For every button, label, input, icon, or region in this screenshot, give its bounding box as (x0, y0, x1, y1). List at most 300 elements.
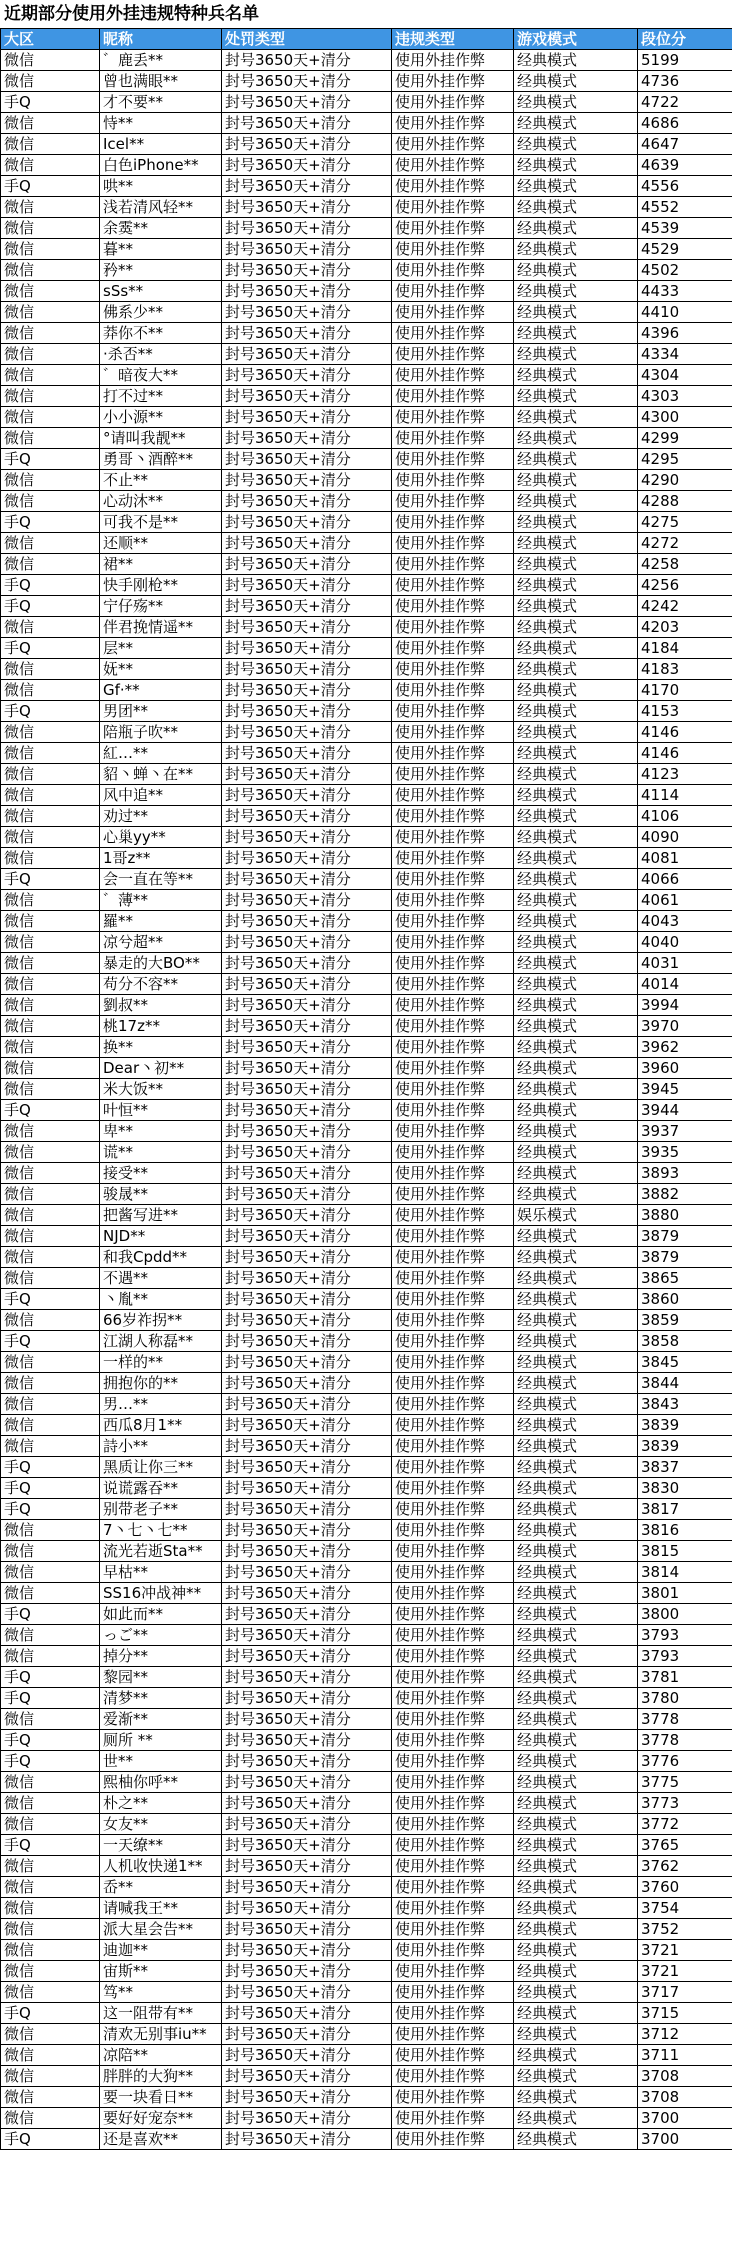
table-row (1, 1289, 732, 1310)
penalty-type-cell: 封号3650天+清分 (222, 1961, 392, 1982)
rank-score-cell: 4242 (638, 596, 732, 617)
table-row (1, 848, 732, 869)
penalty-type-cell: 封号3650天+清分 (222, 1940, 392, 1961)
game-mode-cell: 经典模式 (514, 869, 638, 890)
game-mode-cell: 经典模式 (514, 1310, 638, 1331)
nickname-cell: っご** (100, 1625, 222, 1646)
violation-type-cell: 使用外挂作弊 (392, 1940, 514, 1961)
region-cell: 微信 (1, 1856, 100, 1877)
region-cell: 手Q (1, 92, 100, 113)
penalty-type-cell: 封号3650天+清分 (222, 1310, 392, 1331)
nickname-cell: ·杀否** (100, 344, 222, 365)
game-mode-cell: 经典模式 (514, 1184, 638, 1205)
penalty-type-cell: 封号3650天+清分 (222, 1667, 392, 1688)
table-row (1, 491, 732, 512)
violation-type-cell: 使用外挂作弊 (392, 848, 514, 869)
rank-score-cell: 3830 (638, 1478, 732, 1499)
nickname-cell: 紅…** (100, 743, 222, 764)
nickname-cell: 要好好宠奈** (100, 2108, 222, 2129)
table-row (1, 2024, 732, 2045)
region-cell: 微信 (1, 743, 100, 764)
violation-type-cell: 使用外挂作弊 (392, 1982, 514, 2003)
rank-score-cell: 3994 (638, 995, 732, 1016)
region-cell: 微信 (1, 2024, 100, 2045)
rank-score-cell: 4031 (638, 953, 732, 974)
region-cell: 微信 (1, 974, 100, 995)
rank-score-cell: 3816 (638, 1520, 732, 1541)
rank-score-cell: 4066 (638, 869, 732, 890)
region-cell: 微信 (1, 1373, 100, 1394)
nickname-cell: 詩小** (100, 1436, 222, 1457)
nickname-cell: 莽你不** (100, 323, 222, 344)
rank-score-cell: 4529 (638, 239, 732, 260)
table-row (1, 932, 732, 953)
violation-type-cell: 使用外挂作弊 (392, 134, 514, 155)
violation-type-cell: 使用外挂作弊 (392, 71, 514, 92)
game-mode-cell: 经典模式 (514, 155, 638, 176)
nickname-cell: 勇哥丶酒醉** (100, 449, 222, 470)
game-mode-cell: 经典模式 (514, 1583, 638, 1604)
game-mode-cell: 经典模式 (514, 1877, 638, 1898)
game-mode-cell: 经典模式 (514, 1037, 638, 1058)
nickname-cell: 快手刚枪** (100, 575, 222, 596)
nickname-cell: 说谎露吞** (100, 1478, 222, 1499)
nickname-cell: Dear丶初** (100, 1058, 222, 1079)
game-mode-cell: 经典模式 (514, 134, 638, 155)
region-cell: 微信 (1, 386, 100, 407)
rank-score-cell: 4552 (638, 197, 732, 218)
region-cell: 微信 (1, 1163, 100, 1184)
game-mode-cell: 经典模式 (514, 1289, 638, 1310)
nickname-cell: 掉分** (100, 1646, 222, 1667)
violation-type-cell: 使用外挂作弊 (392, 1331, 514, 1352)
game-mode-cell: 经典模式 (514, 1247, 638, 1268)
region-cell: 手Q (1, 1289, 100, 1310)
nickname-cell: 白色iPhone** (100, 155, 222, 176)
penalty-type-cell: 封号3650天+清分 (222, 1079, 392, 1100)
penalty-type-cell: 封号3650天+清分 (222, 1688, 392, 1709)
region-cell: 微信 (1, 1541, 100, 1562)
violation-type-cell: 使用外挂作弊 (392, 1520, 514, 1541)
region-cell: 微信 (1, 848, 100, 869)
penalty-type-cell: 封号3650天+清分 (222, 701, 392, 722)
rank-score-cell: 3715 (638, 2003, 732, 2024)
rank-score-cell: 4090 (638, 827, 732, 848)
region-cell: 微信 (1, 1520, 100, 1541)
nickname-cell: 请喊我王** (100, 1898, 222, 1919)
nickname-cell: 心动沐** (100, 491, 222, 512)
penalty-type-cell: 封号3650天+清分 (222, 2045, 392, 2066)
game-mode-cell: 经典模式 (514, 1478, 638, 1499)
rank-score-cell: 3815 (638, 1541, 732, 1562)
table-row (1, 1982, 732, 2003)
violation-type-cell: 使用外挂作弊 (392, 1100, 514, 1121)
penalty-type-cell: 封号3650天+清分 (222, 2024, 392, 2045)
violation-type-cell: 使用外挂作弊 (392, 1793, 514, 1814)
penalty-type-cell: 封号3650天+清分 (222, 1562, 392, 1583)
region-cell: 微信 (1, 617, 100, 638)
penalty-type-cell: 封号3650天+清分 (222, 1415, 392, 1436)
violation-type-cell: 使用外挂作弊 (392, 806, 514, 827)
game-mode-cell: 经典模式 (514, 1646, 638, 1667)
penalty-type-cell: 封号3650天+清分 (222, 1604, 392, 1625)
region-cell: 微信 (1, 1709, 100, 1730)
violation-type-cell: 使用外挂作弊 (392, 113, 514, 134)
region-cell: 微信 (1, 1562, 100, 1583)
table-row (1, 281, 732, 302)
nickname-cell: 女友** (100, 1814, 222, 1835)
table-row (1, 470, 732, 491)
nickname-cell: 暮** (100, 239, 222, 260)
penalty-type-cell: 封号3650天+清分 (222, 239, 392, 260)
game-mode-cell: 经典模式 (514, 113, 638, 134)
violation-type-cell: 使用外挂作弊 (392, 281, 514, 302)
game-mode-cell: 经典模式 (514, 617, 638, 638)
nickname-cell: 才不要** (100, 92, 222, 113)
penalty-type-cell: 封号3650天+清分 (222, 1205, 392, 1226)
game-mode-cell: 经典模式 (514, 407, 638, 428)
nickname-cell: 伴君挽情遥** (100, 617, 222, 638)
violation-type-cell: 使用外挂作弊 (392, 827, 514, 848)
penalty-type-cell: 封号3650天+清分 (222, 344, 392, 365)
violation-type-cell: 使用外挂作弊 (392, 1247, 514, 1268)
nickname-cell: 妩** (100, 659, 222, 680)
rank-score-cell: 3880 (638, 1205, 732, 1226)
penalty-type-cell: 封号3650天+清分 (222, 176, 392, 197)
penalty-type-cell: 封号3650天+清分 (222, 1289, 392, 1310)
penalty-type-cell: 封号3650天+清分 (222, 92, 392, 113)
table-row (1, 533, 732, 554)
region-cell: 微信 (1, 260, 100, 281)
game-mode-cell: 经典模式 (514, 2129, 638, 2150)
penalty-type-cell: 封号3650天+清分 (222, 995, 392, 1016)
penalty-type-cell: 封号3650天+清分 (222, 155, 392, 176)
region-cell: 微信 (1, 1919, 100, 1940)
penalty-type-cell: 封号3650天+清分 (222, 1772, 392, 1793)
rank-score-cell: 4272 (638, 533, 732, 554)
violation-type-cell: 使用外挂作弊 (392, 722, 514, 743)
game-mode-cell: 经典模式 (514, 764, 638, 785)
game-mode-cell: 经典模式 (514, 1079, 638, 1100)
game-mode-cell: 经典模式 (514, 1016, 638, 1037)
table-row (1, 2129, 732, 2150)
violation-type-cell: 使用外挂作弊 (392, 155, 514, 176)
rank-score-cell: 3893 (638, 1163, 732, 1184)
game-mode-cell: 经典模式 (514, 1898, 638, 1919)
game-mode-cell: 经典模式 (514, 1625, 638, 1646)
game-mode-cell: 经典模式 (514, 428, 638, 449)
region-cell: 手Q (1, 575, 100, 596)
table-row (1, 806, 732, 827)
game-mode-cell: 经典模式 (514, 1415, 638, 1436)
region-cell: 微信 (1, 1394, 100, 1415)
violation-type-cell: 使用外挂作弊 (392, 1079, 514, 1100)
region-cell: 微信 (1, 2066, 100, 2087)
table-row (1, 1016, 732, 1037)
region-cell: 微信 (1, 785, 100, 806)
region-cell: 手Q (1, 638, 100, 659)
game-mode-cell: 经典模式 (514, 71, 638, 92)
penalty-type-cell: 封号3650天+清分 (222, 1436, 392, 1457)
rank-score-cell: 3800 (638, 1604, 732, 1625)
nickname-cell: 卑** (100, 1121, 222, 1142)
game-mode-cell: 经典模式 (514, 1331, 638, 1352)
nickname-cell: 清欢无别事iu** (100, 2024, 222, 2045)
violation-type-cell: 使用外挂作弊 (392, 1121, 514, 1142)
table-row (1, 1667, 732, 1688)
nickname-cell: 这一阻带有** (100, 2003, 222, 2024)
table-row (1, 1226, 732, 1247)
rank-score-cell: 3935 (638, 1142, 732, 1163)
violation-type-cell: 使用外挂作弊 (392, 890, 514, 911)
nickname-cell: 66岁祚拐** (100, 1310, 222, 1331)
game-mode-cell: 经典模式 (514, 890, 638, 911)
region-cell: 微信 (1, 953, 100, 974)
rank-score-cell: 3772 (638, 1814, 732, 1835)
rank-score-cell: 4299 (638, 428, 732, 449)
penalty-type-cell: 封号3650天+清分 (222, 1793, 392, 1814)
nickname-cell: 笃** (100, 1982, 222, 2003)
violation-type-cell: 使用外挂作弊 (392, 1646, 514, 1667)
game-mode-cell: 经典模式 (514, 302, 638, 323)
penalty-type-cell: 封号3650天+清分 (222, 1520, 392, 1541)
violation-type-cell: 使用外挂作弊 (392, 1394, 514, 1415)
penalty-type-cell: 封号3650天+清分 (222, 827, 392, 848)
game-mode-cell: 经典模式 (514, 806, 638, 827)
game-mode-cell: 经典模式 (514, 848, 638, 869)
game-mode-cell: 经典模式 (514, 827, 638, 848)
table-row (1, 2045, 732, 2066)
region-cell: 微信 (1, 302, 100, 323)
rank-score-cell: 3781 (638, 1667, 732, 1688)
penalty-type-cell: 封号3650天+清分 (222, 50, 392, 71)
region-cell: 微信 (1, 932, 100, 953)
penalty-type-cell: 封号3650天+清分 (222, 533, 392, 554)
table-row (1, 2066, 732, 2087)
game-mode-cell: 经典模式 (514, 1226, 638, 1247)
game-mode-cell: 经典模式 (514, 701, 638, 722)
rank-score-cell: 3754 (638, 1898, 732, 1919)
game-mode-cell: 经典模式 (514, 2108, 638, 2129)
nickname-cell: 还是喜欢** (100, 2129, 222, 2150)
penalty-type-cell: 封号3650天+清分 (222, 1982, 392, 2003)
penalty-type-cell: 封号3650天+清分 (222, 134, 392, 155)
table-row (1, 1268, 732, 1289)
rank-score-cell: 4647 (638, 134, 732, 155)
table-row (1, 407, 732, 428)
region-cell: 微信 (1, 890, 100, 911)
violation-type-cell: 使用外挂作弊 (392, 428, 514, 449)
rank-score-cell: 4146 (638, 743, 732, 764)
nickname-cell: 米大饭** (100, 1079, 222, 1100)
penalty-type-cell: 封号3650天+清分 (222, 659, 392, 680)
rank-score-cell: 4288 (638, 491, 732, 512)
region-cell: 手Q (1, 2003, 100, 2024)
penalty-type-cell: 封号3650天+清分 (222, 1709, 392, 1730)
rank-score-cell: 3711 (638, 2045, 732, 2066)
nickname-cell: 曾也满眼** (100, 71, 222, 92)
rank-score-cell: 3858 (638, 1331, 732, 1352)
nickname-cell: SS16冲战神** (100, 1583, 222, 1604)
table-row (1, 302, 732, 323)
game-mode-cell: 经典模式 (514, 911, 638, 932)
table-row (1, 1919, 732, 1940)
nickname-cell: 接受** (100, 1163, 222, 1184)
penalty-type-cell: 封号3650天+清分 (222, 1331, 392, 1352)
penalty-type-cell: 封号3650天+清分 (222, 848, 392, 869)
nickname-cell: 小小源** (100, 407, 222, 428)
nickname-cell: 换** (100, 1037, 222, 1058)
region-cell: 手Q (1, 1688, 100, 1709)
nickname-cell: 不遇** (100, 1268, 222, 1289)
game-mode-cell: 经典模式 (514, 1751, 638, 1772)
violation-type-cell: 使用外挂作弊 (392, 953, 514, 974)
rank-score-cell: 4203 (638, 617, 732, 638)
nickname-cell: 把酱写进** (100, 1205, 222, 1226)
region-cell: 微信 (1, 2045, 100, 2066)
nickname-cell: 矜** (100, 260, 222, 281)
table-row (1, 974, 732, 995)
penalty-type-cell: 封号3650天+清分 (222, 1394, 392, 1415)
table-row (1, 113, 732, 134)
region-cell: 微信 (1, 1058, 100, 1079)
region-cell: 微信 (1, 1814, 100, 1835)
nickname-cell: ゛薄** (100, 890, 222, 911)
violation-type-cell: 使用外挂作弊 (392, 2108, 514, 2129)
violation-type-cell: 使用外挂作弊 (392, 869, 514, 890)
penalty-type-cell: 封号3650天+清分 (222, 365, 392, 386)
violation-type-cell: 使用外挂作弊 (392, 533, 514, 554)
penalty-type-cell: 封号3650天+清分 (222, 890, 392, 911)
nickname-cell: Gf·** (100, 680, 222, 701)
penalty-type-cell: 封号3650天+清分 (222, 638, 392, 659)
penalty-type-cell: 封号3650天+清分 (222, 1100, 392, 1121)
region-cell: 微信 (1, 239, 100, 260)
nickname-cell: 如此而** (100, 1604, 222, 1625)
violation-type-cell: 使用外挂作弊 (392, 197, 514, 218)
rank-score-cell: 3717 (638, 1982, 732, 2003)
rank-score-cell: 3793 (638, 1646, 732, 1667)
rank-score-cell: 4275 (638, 512, 732, 533)
violation-type-cell: 使用外挂作弊 (392, 1604, 514, 1625)
rank-score-cell: 4396 (638, 323, 732, 344)
table-row (1, 1709, 732, 1730)
nickname-cell: 暴走的大BO** (100, 953, 222, 974)
penalty-type-cell: 封号3650天+清分 (222, 2108, 392, 2129)
table-row (1, 1814, 732, 1835)
rank-score-cell: 3721 (638, 1940, 732, 1961)
table-row (1, 428, 732, 449)
table-row (1, 1247, 732, 1268)
game-mode-cell: 经典模式 (514, 1562, 638, 1583)
penalty-type-cell: 封号3650天+清分 (222, 1583, 392, 1604)
rank-score-cell: 3721 (638, 1961, 732, 1982)
penalty-type-cell: 封号3650天+清分 (222, 113, 392, 134)
violation-type-cell: 使用外挂作弊 (392, 1226, 514, 1247)
column-header-rank-score: 段位分 (638, 29, 732, 50)
penalty-type-cell: 封号3650天+清分 (222, 323, 392, 344)
nickname-cell: 桃17z** (100, 1016, 222, 1037)
violation-type-cell: 使用外挂作弊 (392, 1457, 514, 1478)
rank-score-cell: 3801 (638, 1583, 732, 1604)
region-cell: 微信 (1, 659, 100, 680)
rank-score-cell: 3700 (638, 2108, 732, 2129)
table-row (1, 1688, 732, 1709)
region-cell: 手Q (1, 1100, 100, 1121)
table-row (1, 1079, 732, 1100)
nickname-cell: 7丶七丶七** (100, 1520, 222, 1541)
penalty-type-cell: 封号3650天+清分 (222, 1814, 392, 1835)
game-mode-cell: 经典模式 (514, 1142, 638, 1163)
table-row (1, 1352, 732, 1373)
violation-type-cell: 使用外挂作弊 (392, 1814, 514, 1835)
rank-score-cell: 3879 (638, 1226, 732, 1247)
table-row (1, 197, 732, 218)
region-cell: 微信 (1, 1079, 100, 1100)
nickname-cell: 貂丶蝉丶在** (100, 764, 222, 785)
rank-score-cell: 3778 (638, 1709, 732, 1730)
violation-type-cell: 使用外挂作弊 (392, 1289, 514, 1310)
table-row (1, 554, 732, 575)
nickname-cell: 宙斯** (100, 1961, 222, 1982)
table-row (1, 386, 732, 407)
violation-type-cell: 使用外挂作弊 (392, 743, 514, 764)
game-mode-cell: 经典模式 (514, 1961, 638, 1982)
table-row (1, 1898, 732, 1919)
nickname-cell: 风中追** (100, 785, 222, 806)
violation-type-cell: 使用外挂作弊 (392, 638, 514, 659)
region-cell: 微信 (1, 1310, 100, 1331)
rank-score-cell: 4043 (638, 911, 732, 932)
game-mode-cell: 经典模式 (514, 1667, 638, 1688)
table-row (1, 1583, 732, 1604)
nickname-cell: 心巢yy** (100, 827, 222, 848)
violation-type-cell: 使用外挂作弊 (392, 995, 514, 1016)
region-cell: 微信 (1, 1121, 100, 1142)
rank-score-cell: 4304 (638, 365, 732, 386)
table-row (1, 1877, 732, 1898)
penalty-type-cell: 封号3650天+清分 (222, 449, 392, 470)
rank-score-cell: 4170 (638, 680, 732, 701)
penalty-type-cell: 封号3650天+清分 (222, 911, 392, 932)
nickname-cell: 可我不是** (100, 512, 222, 533)
region-cell: 微信 (1, 1205, 100, 1226)
game-mode-cell: 经典模式 (514, 449, 638, 470)
penalty-type-cell: 封号3650天+清分 (222, 1163, 392, 1184)
rank-score-cell: 4539 (638, 218, 732, 239)
rank-score-cell: 4040 (638, 932, 732, 953)
violation-type-cell: 使用外挂作弊 (392, 2045, 514, 2066)
table-row (1, 743, 732, 764)
rank-score-cell: 3780 (638, 1688, 732, 1709)
game-mode-cell: 经典模式 (514, 2045, 638, 2066)
region-cell: 微信 (1, 155, 100, 176)
penalty-type-cell: 封号3650天+清分 (222, 932, 392, 953)
rank-score-cell: 4081 (638, 848, 732, 869)
penalty-type-cell: 封号3650天+清分 (222, 743, 392, 764)
nickname-cell: 凉兮超** (100, 932, 222, 953)
rank-score-cell: 4686 (638, 113, 732, 134)
nickname-cell: 裙** (100, 554, 222, 575)
region-cell: 微信 (1, 1352, 100, 1373)
rank-score-cell: 3712 (638, 2024, 732, 2045)
rank-score-cell: 4061 (638, 890, 732, 911)
rank-score-cell: 3962 (638, 1037, 732, 1058)
violation-type-cell: 使用外挂作弊 (392, 218, 514, 239)
penalty-type-cell: 封号3650天+清分 (222, 1352, 392, 1373)
penalty-type-cell: 封号3650天+清分 (222, 260, 392, 281)
game-mode-cell: 经典模式 (514, 281, 638, 302)
